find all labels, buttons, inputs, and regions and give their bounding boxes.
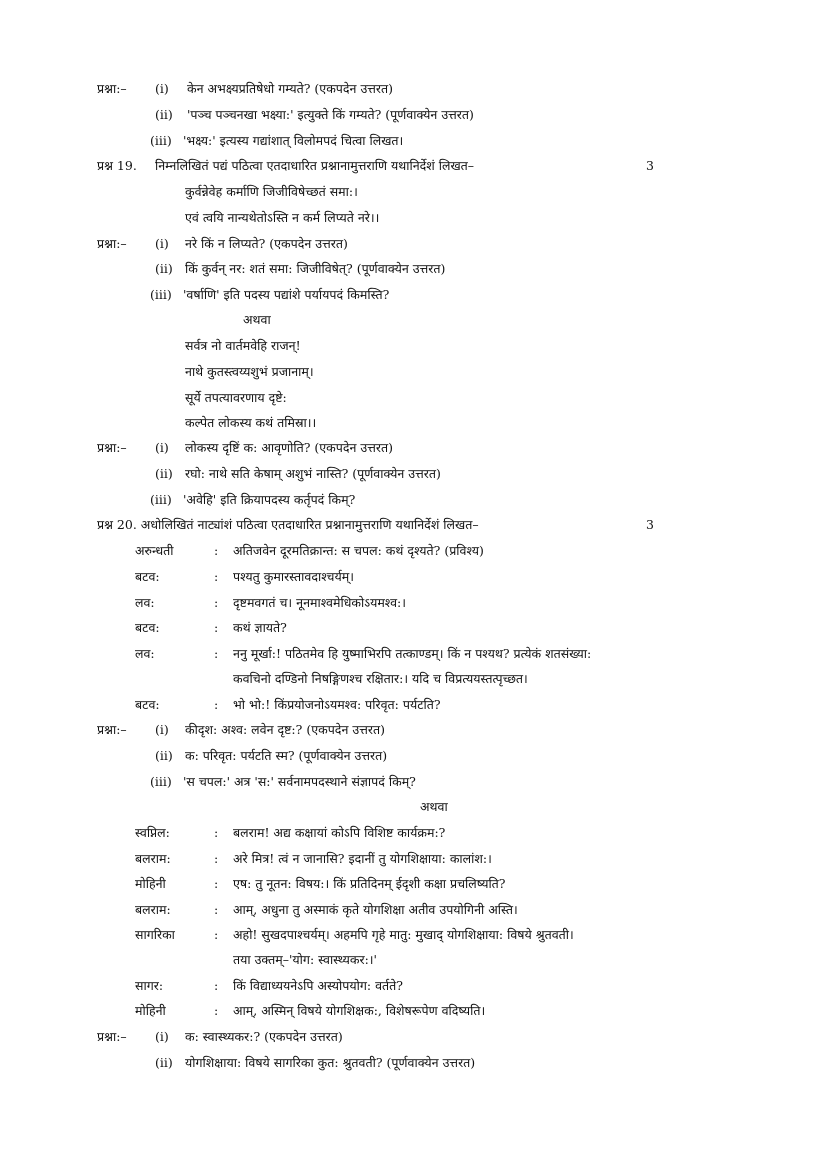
text-line: (ii) [155, 107, 173, 122]
text-line: ननु मूर्खा:! पठितमेव हि युष्माभिरपि तत्काण्डम्। किं न पश्यथ? प्रत्येकं शतसंख्या: [233, 646, 592, 661]
text-line: सर्वत्र नो वार्तमवेहि राजन्! [185, 338, 301, 353]
text-line: : [214, 978, 219, 993]
text-line: सागरिका [135, 927, 175, 942]
text-line: 3 [646, 517, 654, 532]
text-line: : [214, 927, 219, 942]
text-line: (ii) [155, 1055, 173, 1070]
text-line: प्रश्ना:– [97, 81, 127, 96]
text-line: कुर्वन्नेवेह कर्माणि जिजीविषेच्छतं समा:। [185, 184, 358, 199]
text-line: : [214, 595, 219, 610]
text-line: प्रश्ना:– [97, 440, 127, 455]
text-line: आम्, अधुना तु अस्माकं कृते योगशिक्षा अतीव उपयोगिनी अस्ति। [233, 902, 518, 917]
text-line: बटव: [135, 697, 160, 712]
text-line: लव: [135, 595, 155, 610]
text-line: (iii) [150, 774, 172, 789]
text-line: पश्यतु कुमारस्तावदाश्चर्यम्। [233, 569, 354, 584]
text-line: (i) [155, 722, 169, 737]
text-line: (i) [155, 81, 169, 96]
text-line: (ii) [155, 748, 173, 763]
text-line: बलराम: [135, 902, 171, 917]
text-line: कथं ज्ञायते? [233, 620, 287, 635]
text-line: 'अवेहि' इति क्रियापदस्य कर्तृपदं किम्? [183, 492, 356, 507]
text-line: : [214, 902, 219, 917]
text-line: (ii) [155, 466, 173, 481]
text-line: स्वप्निल: [135, 825, 170, 840]
text-line: प्रश्न 19. [97, 158, 137, 173]
text-line: बलराम! अद्य कक्षायां कोऽपि विशिष्ट कार्यक्रम:? [233, 825, 446, 840]
text-line: नाथे कुतस्त्वय्यशुभं प्रजानाम्। [185, 364, 314, 379]
text-line: तया उक्तम्–'योग: स्वास्थ्यकर:।' [233, 952, 377, 967]
text-line: प्रश्ना:– [97, 236, 127, 251]
text-line: कवचिनो दण्डिनो निषङ्गिणश्च रक्षितार:। यदि च विप्रत्ययस्तत्पृच्छत। [233, 671, 528, 686]
text-line: अरे मित्र! त्वं न जानासि? इदानीं तु योगशिक्षाया: कालांश:। [233, 851, 492, 866]
text-line: एवं त्वयि नान्यथेतोऽस्ति न कर्म लिप्यते नरे।। [185, 210, 380, 225]
text-line: (iii) [150, 133, 172, 148]
text-line: लोकस्य दृष्टिं क: आवृणोति? (एकपदेन उत्तरत) [185, 440, 394, 455]
text-line: : [214, 646, 219, 661]
text-line: अथवा [243, 312, 271, 327]
text-line: किं कुर्वन् नर: शतं समा: जिजीविषेत्? (पूर्णवाक्येन उत्तरत) [185, 261, 446, 276]
text-line: नरे किं न लिप्यते? (एकपदेन उत्तरत) [185, 236, 348, 251]
text-line: (ii) [155, 261, 173, 276]
text-line: क: स्वास्थ्यकर:? (एकपदेन उत्तरत) [185, 1029, 343, 1044]
text-line: (iii) [150, 287, 172, 302]
text-line: (i) [155, 1029, 169, 1044]
text-line: अरुन्धती [135, 543, 174, 558]
text-line: कीदृश: अश्व: लवेन दृष्ट:? (एकपदेन उत्तरत) [185, 722, 385, 737]
text-line: 'पञ्च पञ्चनखा भक्ष्या:' इत्युक्ते किं गम्यते? (पूर्णवाक्येन उत्तरत) [187, 107, 474, 122]
text-line: : [214, 569, 219, 584]
text-line: आम्, अस्मिन् विषये योगशिक्षक:, विशेषरूपेण वदिष्यति। [233, 1003, 486, 1018]
text-line: क: परिवृत: पर्यटति स्म? (पूर्णवाक्येन उत्तरत) [185, 748, 388, 763]
text-line: : [214, 825, 219, 840]
text-line: मोहिनी [135, 876, 166, 891]
text-line: : [214, 851, 219, 866]
text-line: : [214, 543, 219, 558]
text-line: 3 [646, 158, 654, 173]
text-line: : [214, 1003, 219, 1018]
text-line: योगशिक्षाया: विषये सागरिका कुत: श्रुतवती? (पूर्णवाक्येन उत्तरत) [185, 1055, 476, 1070]
text-line: सागर: [135, 978, 164, 993]
text-line: 'भक्ष्य:' इत्यस्य गद्यांशात् विलोमपदं चित्वा लिखत। [183, 133, 404, 148]
text-line: किं विद्याध्ययनेऽपि अस्योपयोग: वर्तते? [233, 978, 404, 993]
text-line: प्रश्ना:– [97, 1029, 127, 1044]
text-line: लव: [135, 646, 155, 661]
text-line: अहो! सुखदपाश्चर्यम्। अहमपि गृहे मातु: मुखाद् योगशिक्षाया: विषये श्रुतवती। [233, 927, 574, 942]
text-line: प्रश्ना:– [97, 722, 127, 737]
text-line: : [214, 620, 219, 635]
text-line: एष: तु नूतन: विषय:। किं प्रतिदिनम् ईदृशी कक्षा प्रचलिष्यति? [233, 876, 506, 891]
text-line: अथवा [420, 799, 448, 814]
text-line: : [214, 697, 219, 712]
text-line: मोहिनी [135, 1003, 166, 1018]
text-line: निम्नलिखितं पद्यं पठित्वा एतदाधारित प्रश्नानामुत्तराणि यथानिर्देशं लिखत– [155, 158, 475, 173]
text-line: बलराम: [135, 851, 171, 866]
text-line: कल्पेत लोकस्य कथं तमिस्रा।। [185, 415, 317, 430]
text-line: रघो: नाथे सति केषाम् अशुभं नास्ति? (पूर्णवाक्येन उत्तरत) [185, 466, 441, 481]
text-line: दृष्टमवगतं च। नूनमाश्वमेधिकोऽयमश्व:। [233, 595, 407, 610]
text-line: : [214, 876, 219, 891]
text-line: अतिजवेन दूरमतिक्रान्त: स चपल: कथं दृश्यते? (प्रविश्य) [233, 543, 484, 558]
text-line: सूर्ये तपत्यावरणाय दृष्टे: [185, 390, 287, 405]
text-line: केन अभक्ष्यप्रतिषेधो गम्यते? (एकपदेन उत्तरत) [187, 81, 394, 96]
text-line: बटव: [135, 620, 160, 635]
text-line: भो भो:! किंप्रयोजनोऽयमश्व: परिवृत: पर्यटति? [233, 697, 441, 712]
text-line: (i) [155, 440, 169, 455]
text-line: 'वर्षाणि' इति पदस्य पद्यांशे पर्यायपदं किमस्ति? [183, 287, 390, 302]
text-line: बटव: [135, 569, 160, 584]
text-line: (i) [155, 236, 169, 251]
text-line: प्रश्न 20. अधोलिखितं नाट्यांशं पठित्वा एतदाधारित प्रश्नानामुत्तराणि यथानिर्देशं लिखत– [97, 517, 479, 532]
text-line: (iii) [150, 492, 172, 507]
text-line: 'स चपल:' अत्र 'स:' सर्वनामपदस्थाने संज्ञापदं किम्? [183, 774, 416, 789]
